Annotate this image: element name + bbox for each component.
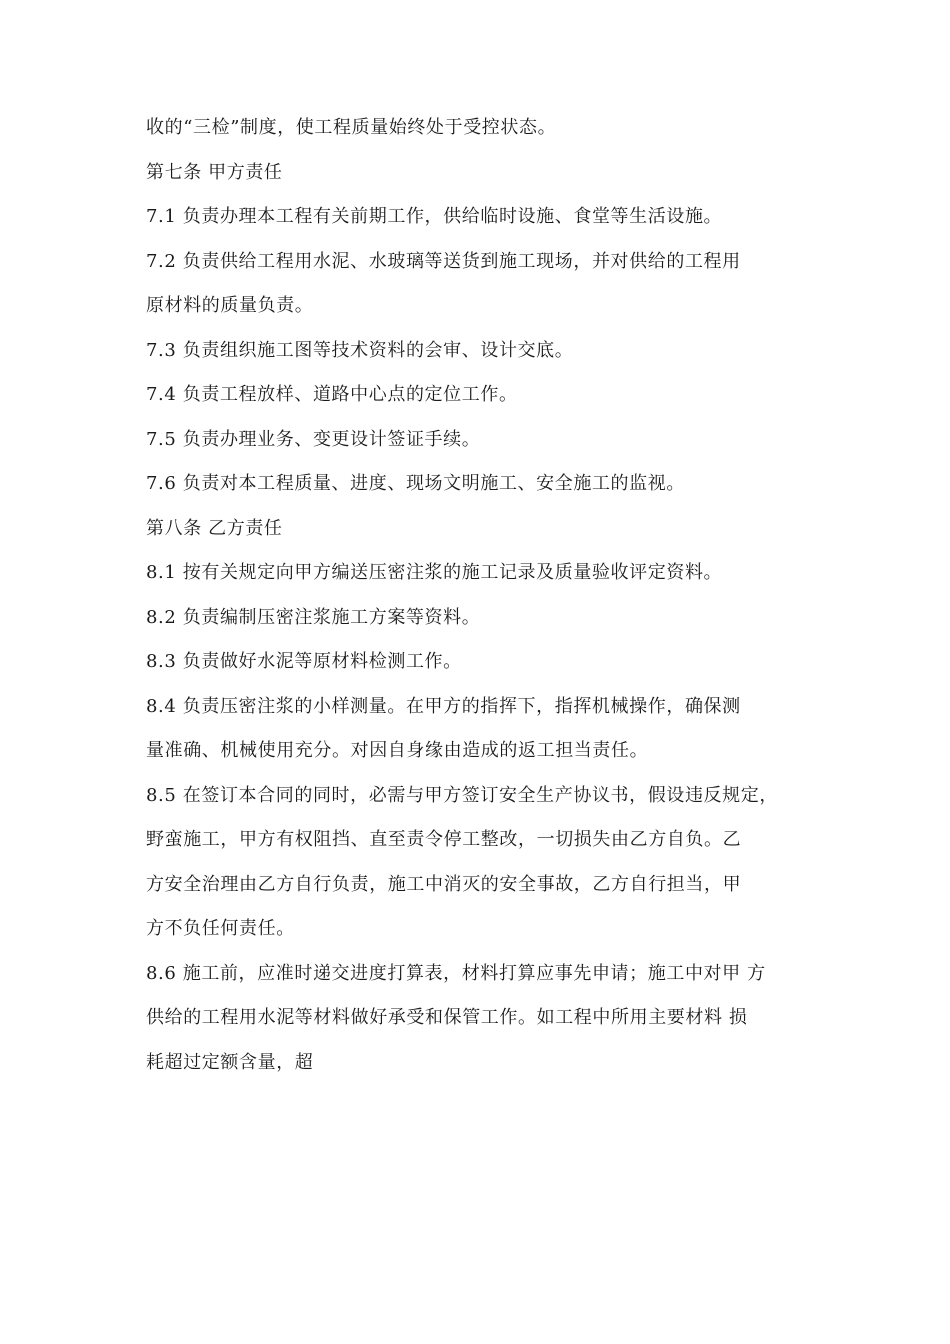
text-line: 8.6 施工前，应准时递交进度打算表，材料打算应事先申请；施工中对甲 方 [146, 962, 766, 984]
text-line: 原材料的质量负责。 [146, 295, 314, 316]
text-line: 7.6 负责对本工程质量、进度、现场文明施工、安全施工的监视。 [146, 473, 685, 494]
text-line: 7.4 负责工程放样、道路中心点的定位工作。 [146, 384, 518, 405]
text-line: 8.4 负责压密注浆的小样测量。在甲方的指挥下，指挥机械操作，确保测 [146, 695, 741, 717]
section-heading-article-7: 第七条 甲方责任 [146, 161, 283, 183]
text-line: 8.5 在签订本合同的同时，必需与甲方签订安全生产协议书，假设违反规定， [146, 784, 778, 806]
text-line: 收的“三检”制度，使工程质量始终处于受控状态。 [146, 117, 557, 138]
text-line: 量准确、机械使用充分。对因自身缘由造成的返工担当责任。 [146, 740, 649, 761]
text-line: 7.3 负责组织施工图等技术资料的会审、设计交底。 [146, 339, 574, 361]
text-line: 8.2 负责编制压密注浆施工方案等资料。 [146, 606, 481, 628]
text-line: 供给的工程用水泥等材料做好承受和保管工作。如工程中所用主要材料 损 [146, 1007, 748, 1028]
document-body [146, 106, 816, 1085]
text-line: 7.5 负责办理业务、变更设计签证手续。 [146, 428, 481, 450]
text-line: 8.1 按有关规定向甲方编送压密注浆的施工记录及质量验收评定资料。 [146, 562, 723, 583]
section-heading-article-8: 第八条 乙方责任 [146, 517, 283, 539]
text-line: 7.1 负责办理本工程有关前期工作，供给临时设施、食堂等生活设施。 [146, 206, 723, 227]
text-line: 方安全治理由乙方自行负责，施工中消灭的安全事故，乙方自行担当，甲 [146, 873, 742, 895]
text-line: 方不负任何责任。 [146, 918, 295, 939]
text-line: 8.3 负责做好水泥等原材料检测工作。 [146, 651, 462, 672]
text-line: 耗超过定额含量，超 [146, 1051, 314, 1073]
text-line: 7.2 负责供给工程用水泥、水玻璃等送货到施工现场，并对供给的工程用 [146, 250, 741, 272]
text-line: 野蛮施工，甲方有权阻挡、直至责令停工整改，一切损失由乙方自负。乙 [146, 829, 742, 850]
